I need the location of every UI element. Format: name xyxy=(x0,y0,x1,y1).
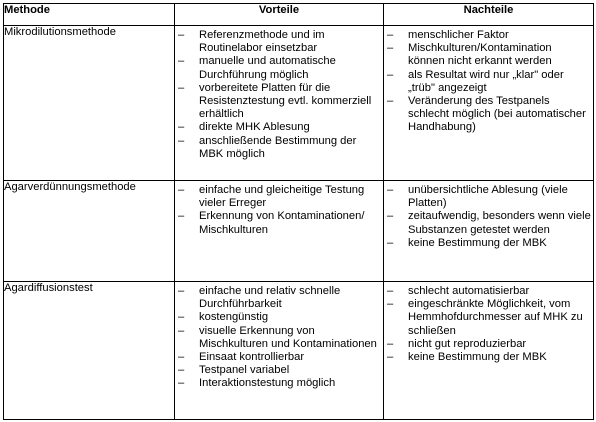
header-pros: Vorteile xyxy=(175,4,384,26)
pros-list xyxy=(175,26,383,161)
method-name: Agardiffusionstest xyxy=(4,282,175,420)
cons-cell xyxy=(384,282,594,420)
cons-list xyxy=(384,282,593,364)
header-method: Methode xyxy=(4,4,175,26)
list-item: – Erkennung von Kontaminationen/ Mischkulturen xyxy=(178,210,381,236)
method-name: Agarverdünnungsmethode xyxy=(4,181,175,282)
list-item: – Veränderung des Testpanels schlecht möglich (bei automatischer Handhabung) xyxy=(387,95,591,135)
list-item: – direkte MHK Ablesung xyxy=(178,121,381,134)
cons-cell xyxy=(384,26,594,181)
comparison-table xyxy=(3,3,594,420)
pros-cell xyxy=(175,26,384,181)
table-row xyxy=(4,26,594,181)
list-item: – vorbereitete Platten für die Resistenztestung evtl. kommerziell erhältlich xyxy=(178,82,381,122)
list-item: – einfache und relativ schnelle Durchführbarkeit xyxy=(178,285,381,311)
list-item: – Mischkulturen/Kontamination können nicht erkannt werden xyxy=(387,42,591,68)
pros-list xyxy=(175,282,383,391)
list-item: – Referenzmethode und im Routinelabor einsetzbar xyxy=(178,29,381,55)
table-row xyxy=(4,181,594,282)
list-item: – unübersichtliche Ablesung (viele Platten) xyxy=(387,184,591,210)
header-row xyxy=(4,4,594,26)
list-item: – eingeschränkte Möglichkeit, vom Hemmhofdurchmesser auf MHK zu schließen xyxy=(387,298,591,338)
list-item: – visuelle Erkennung von Mischkulturen und Kontaminationen xyxy=(178,325,381,351)
list-item: – Interaktionstestung möglich xyxy=(178,377,381,390)
list-item: – nicht gut reproduzierbar xyxy=(387,338,591,351)
list-item: – kostengünstig xyxy=(178,311,381,324)
list-item: – Einsaat kontrollierbar xyxy=(178,351,381,364)
list-item: – manuelle und automatische Durchführung möglich xyxy=(178,55,381,81)
list-item: – keine Bestimmung der MBK xyxy=(387,237,591,250)
list-item: – Testpanel variabel xyxy=(178,364,381,377)
list-item: – zeitaufwendig, besonders wenn viele Substanzen getestet werden xyxy=(387,210,591,236)
cons-list xyxy=(384,26,593,135)
header-cons: Nachteile xyxy=(384,4,594,26)
pros-list xyxy=(175,181,383,237)
list-item: – als Resultat wird nur „klar" oder „trüb" angezeigt xyxy=(387,69,591,95)
list-item: – einfache und gleicheitige Testung vieler Erreger xyxy=(178,184,381,210)
pros-cell xyxy=(175,181,384,282)
list-item: – schlecht automatisierbar xyxy=(387,285,591,298)
list-item: – keine Bestimmung der MBK xyxy=(387,351,591,364)
cons-cell xyxy=(384,181,594,282)
cons-list xyxy=(384,181,593,250)
table-row xyxy=(4,282,594,420)
list-item: – menschlicher Faktor xyxy=(387,29,591,42)
list-item: – anschließende Bestimmung der MBK möglich xyxy=(178,135,381,161)
method-name: Mikrodilutionsmethode xyxy=(4,26,175,181)
pros-cell xyxy=(175,282,384,420)
